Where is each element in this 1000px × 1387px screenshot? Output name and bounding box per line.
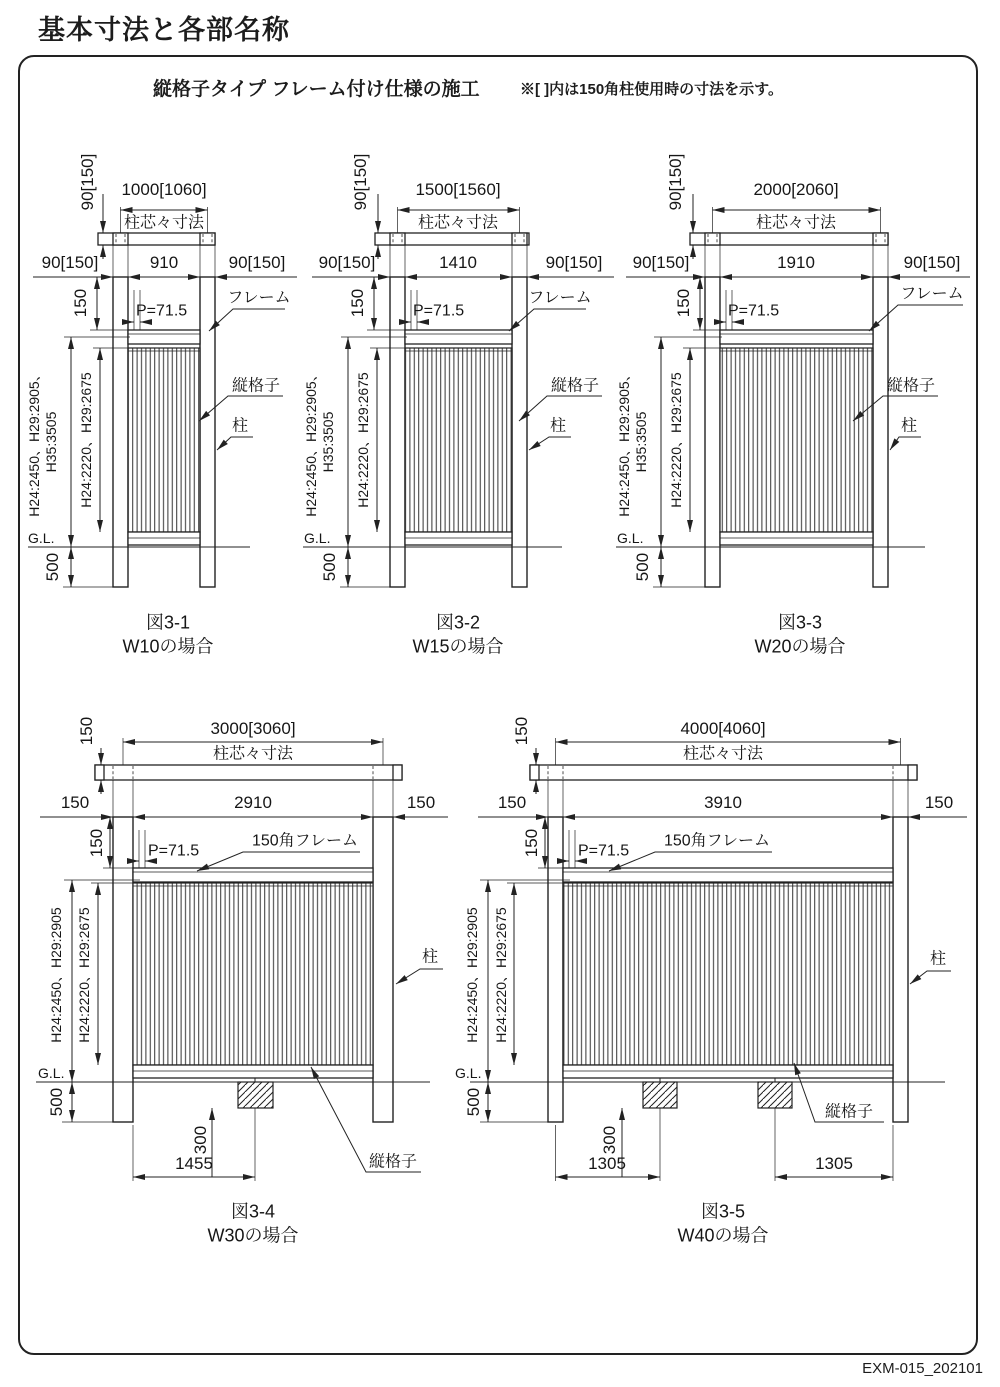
label-frame: フレーム <box>227 289 291 307</box>
figure-3-3 <box>616 154 970 657</box>
label-gl: G.L. <box>28 529 55 546</box>
label-frame-150: 150角フレーム <box>663 832 771 850</box>
caption-no: 図3-3 <box>777 612 823 633</box>
dim-clear: 3910 <box>704 792 742 812</box>
label-frame: フレーム <box>528 289 592 307</box>
dim-height-outer-1: H24:2450、H29:2905 <box>463 907 480 1043</box>
dim-embed: 500 <box>632 552 652 582</box>
box-header: 縦格子タイプ フレーム付け仕様の施工 <box>153 79 480 100</box>
plan-view <box>375 233 529 245</box>
dim-side-left: 90[150] <box>41 252 99 272</box>
dim-side-left: 150 <box>497 792 527 812</box>
dim-height-inner: H24:2220、H29:2675 <box>667 372 684 508</box>
dim-frame-drop: 150 <box>86 828 106 858</box>
dim-height-inner: H24:2220、H29:2675 <box>77 372 94 508</box>
caption-case: W40の場合 <box>677 1225 769 1246</box>
dim-frame-drop: 150 <box>521 828 541 858</box>
dim-support-span-left: 1305 <box>588 1153 626 1173</box>
elevation <box>36 817 430 1122</box>
dim-post-depth: 90[150] <box>77 153 97 211</box>
figure-3-5 <box>455 717 967 1245</box>
dim-post-depth: 150 <box>511 716 531 746</box>
dim-cc: 4000[4060] <box>680 718 766 738</box>
dim-block-depth: 300 <box>599 1125 619 1155</box>
caption-case: W10の場合 <box>122 636 214 657</box>
dim-post-depth: 90[150] <box>665 153 685 211</box>
dim-support-span: 1455 <box>175 1153 213 1173</box>
dim-height-outer-1: H24:2450、H29:2905、 <box>302 367 319 517</box>
dim-height-inner: H24:2220、H29:2675 <box>75 907 92 1043</box>
label-lattice: 縦格子 <box>368 1153 418 1171</box>
plan-view <box>95 765 402 780</box>
dim-embed: 500 <box>46 1087 66 1117</box>
label-lattice: 縦格子 <box>231 377 281 395</box>
label-cc-caption: 柱芯々寸法 <box>417 214 499 232</box>
dimensions-bottom <box>133 1108 255 1181</box>
dim-post-depth: 90[150] <box>350 153 370 211</box>
dim-support-span-right: 1305 <box>815 1153 853 1173</box>
label-post: 柱 <box>900 417 918 435</box>
dim-embed: 500 <box>319 552 339 582</box>
label-lattice: 縦格子 <box>824 1103 874 1121</box>
dim-embed: 500 <box>463 1087 483 1117</box>
label-gl: G.L. <box>617 529 644 546</box>
label-post: 柱 <box>929 950 947 968</box>
label-cc-caption: 柱芯々寸法 <box>123 214 205 232</box>
dim-clear: 2910 <box>234 792 272 812</box>
label-pitch: P=71.5 <box>578 842 630 860</box>
dim-cc: 1500[1560] <box>415 180 501 199</box>
dim-post-depth: 150 <box>76 716 96 746</box>
dim-height-outer-1: H24:2450、H29:2905、 <box>615 367 632 517</box>
dim-cc: 2000[2060] <box>753 180 839 199</box>
dim-side-right: 90[150] <box>903 252 961 272</box>
dim-height-outer-2: H35:3505 <box>319 411 336 473</box>
dim-side-left: 90[150] <box>318 252 376 272</box>
box-header-note: ※[ ]内は150角柱使用時の寸法を示す。 <box>520 81 783 98</box>
dim-height-outer-2: H35:3505 <box>632 411 649 473</box>
dim-cc: 1000[1060] <box>121 180 207 199</box>
dim-height-outer-1: H24:2450、H29:2905 <box>47 907 64 1043</box>
pitch-dim <box>718 290 779 330</box>
caption-case: W15の場合 <box>412 636 504 657</box>
elevation <box>470 817 945 1122</box>
label-frame: フレーム <box>900 285 964 303</box>
pitch-dim <box>561 830 629 868</box>
dim-frame-drop: 150 <box>673 288 693 318</box>
dim-clear: 1910 <box>777 252 815 272</box>
label-pitch: P=71.5 <box>413 302 465 320</box>
dim-side-right: 90[150] <box>545 252 603 272</box>
dim-height-inner: H24:2220、H29:2675 <box>354 372 371 508</box>
caption-no: 図3-2 <box>435 612 481 633</box>
dim-side-right: 150 <box>406 792 436 812</box>
dimensions-top <box>33 154 297 277</box>
page-title: 基本寸法と各部名称 <box>38 15 290 45</box>
pitch-dim <box>126 290 187 330</box>
dim-side-right: 90[150] <box>228 252 286 272</box>
dim-cc: 3000[3060] <box>210 718 296 738</box>
label-post: 柱 <box>421 948 439 966</box>
figure-3-4 <box>36 717 448 1245</box>
dimensions-top <box>312 154 614 277</box>
doc-code: EXM-015_202101 <box>862 1360 983 1377</box>
dim-side-left: 90[150] <box>632 252 690 272</box>
elevation <box>303 277 562 587</box>
dim-block-depth: 300 <box>190 1125 210 1155</box>
elevation <box>616 277 925 587</box>
figure-3-1 <box>26 154 297 657</box>
pitch-dim <box>403 290 464 330</box>
caption-no: 図3-5 <box>700 1201 746 1222</box>
dim-side-right: 150 <box>924 792 954 812</box>
caption-no: 図3-4 <box>230 1201 276 1222</box>
label-pitch: P=71.5 <box>728 302 780 320</box>
dim-clear: 1410 <box>439 252 477 272</box>
label-lattice: 縦格子 <box>550 377 600 395</box>
caption-case: W30の場合 <box>207 1225 299 1246</box>
dimensions-top <box>626 154 970 277</box>
dim-height-outer-2: H35:3505 <box>42 411 59 473</box>
plan-view <box>690 233 888 245</box>
dim-height-outer-1: H24:2450、H29:2905、 <box>25 367 42 517</box>
label-post: 柱 <box>549 417 567 435</box>
label-lattice: 縦格子 <box>886 377 936 395</box>
caption-no: 図3-1 <box>145 612 191 633</box>
label-cc-caption: 柱芯々寸法 <box>755 214 837 232</box>
label-frame-150: 150角フレーム <box>251 832 359 850</box>
label-gl: G.L. <box>455 1064 482 1081</box>
plan-view <box>530 765 917 780</box>
label-cc-caption: 柱芯々寸法 <box>212 745 294 763</box>
dim-frame-drop: 150 <box>347 288 367 318</box>
label-gl: G.L. <box>38 1064 65 1081</box>
dim-frame-drop: 150 <box>70 288 90 318</box>
plan-view <box>98 233 215 245</box>
figure-3-2 <box>303 154 614 657</box>
dim-height-inner: H24:2220、H29:2675 <box>492 907 509 1043</box>
caption-case: W20の場合 <box>754 636 846 657</box>
label-pitch: P=71.5 <box>136 302 188 320</box>
label-cc-caption: 柱芯々寸法 <box>682 745 764 763</box>
dim-embed: 500 <box>42 552 62 582</box>
dim-side-left: 150 <box>60 792 90 812</box>
label-post: 柱 <box>231 417 249 435</box>
label-pitch: P=71.5 <box>148 842 200 860</box>
pitch-dim <box>131 830 199 868</box>
dim-clear: 910 <box>149 252 179 272</box>
label-gl: G.L. <box>304 529 331 546</box>
